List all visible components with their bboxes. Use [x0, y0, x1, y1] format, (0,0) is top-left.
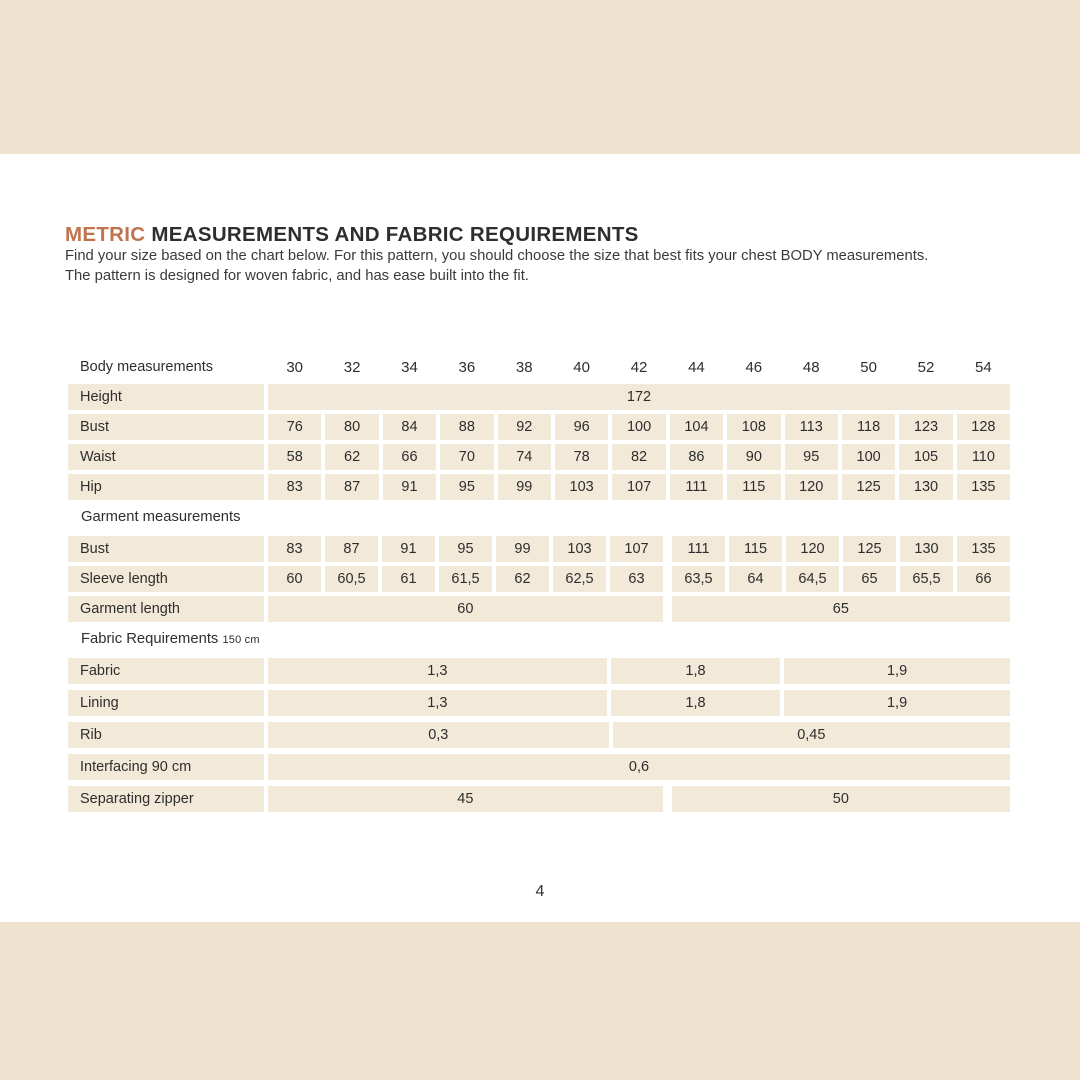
value-cell: 66 — [957, 566, 1010, 592]
page-number: 4 — [535, 883, 545, 900]
row-label: Interfacing 90 cm — [68, 754, 264, 780]
value-cell: 74 — [498, 444, 551, 470]
value-cell: 65,5 — [900, 566, 953, 592]
value-cell: 95 — [439, 536, 492, 562]
section-title-label: Garment measurements — [81, 509, 241, 525]
value-cell: 62 — [325, 444, 378, 470]
value-cell: 113 — [785, 414, 838, 440]
value-cell: 60 — [268, 566, 321, 592]
value-cell: 91 — [383, 474, 436, 500]
value-cell: 128 — [957, 414, 1010, 440]
value-cell: 1,8 — [611, 658, 780, 684]
table-row — [68, 754, 1010, 780]
value-cell: 125 — [842, 474, 895, 500]
table-row — [68, 384, 1010, 410]
intro-text — [65, 247, 1025, 286]
value-cell: 120 — [785, 474, 838, 500]
value-cell: 130 — [899, 474, 952, 500]
size-column-header: 36 — [458, 358, 476, 376]
value-cell: 84 — [383, 414, 436, 440]
value-cell: 60 — [268, 596, 663, 622]
top-band — [0, 0, 1080, 154]
value-cell: 110 — [957, 444, 1010, 470]
value-cell: 65 — [843, 566, 896, 592]
size-column-header: 44 — [688, 358, 705, 376]
page-title-highlight: METRIC — [65, 223, 146, 246]
value-cell: 111 — [672, 536, 725, 562]
table-row — [68, 690, 1010, 716]
value-cell: 78 — [555, 444, 608, 470]
value-cell: 103 — [555, 474, 608, 500]
value-cell: 0,3 — [268, 722, 609, 748]
value-cell: 45 — [268, 786, 663, 812]
value-cell: 83 — [268, 536, 321, 562]
value-cell: 63 — [610, 566, 663, 592]
row-label: Height — [68, 384, 264, 410]
size-table — [68, 354, 1010, 818]
value-cell: 120 — [786, 536, 839, 562]
value-cell: 82 — [612, 444, 665, 470]
row-label: Bust — [68, 414, 264, 440]
value-cell: 115 — [727, 474, 780, 500]
table-row — [68, 536, 1010, 562]
value-cell: 104 — [670, 414, 723, 440]
value-cell: 87 — [325, 474, 378, 500]
page-title — [65, 223, 639, 247]
section-title — [68, 626, 1010, 652]
value-cell: 103 — [553, 536, 606, 562]
size-column-header: 46 — [745, 358, 763, 376]
value-cell: 63,5 — [672, 566, 725, 592]
value-cell: 95 — [440, 474, 493, 500]
value-cell: 65 — [672, 596, 1010, 622]
value-cell: 64,5 — [786, 566, 839, 592]
value-cell: 50 — [672, 786, 1010, 812]
row-label: Bust — [68, 536, 264, 562]
value-cell: 95 — [785, 444, 838, 470]
section-title-suffix: 150 cm — [222, 634, 260, 646]
value-cell: 64 — [729, 566, 782, 592]
value-cell: 1,3 — [268, 658, 607, 684]
value-cell: 118 — [842, 414, 895, 440]
value-cell: 99 — [498, 474, 551, 500]
row-label: Separating zipper — [68, 786, 264, 812]
value-cell: 61,5 — [439, 566, 492, 592]
value-cell: 87 — [325, 536, 378, 562]
table-header-label: Body measurements — [80, 359, 213, 375]
value-cell: 99 — [496, 536, 549, 562]
value-cell: 135 — [957, 474, 1010, 500]
section-title-label: Fabric Requirements — [81, 631, 219, 647]
table-header-row — [68, 354, 1010, 380]
value-cell: 60,5 — [325, 566, 378, 592]
size-column-header: 30 — [286, 358, 304, 376]
value-cell: 62,5 — [553, 566, 606, 592]
size-column-header: 50 — [860, 358, 877, 376]
intro-line-2: The pattern is designed for woven fabric, and has ease built into the fit. — [65, 267, 529, 284]
value-cell: 92 — [498, 414, 551, 440]
value-cell: 86 — [670, 444, 723, 470]
value-cell: 107 — [610, 536, 663, 562]
value-cell: 111 — [670, 474, 723, 500]
value-cell: 91 — [382, 536, 435, 562]
value-cell: 1,3 — [268, 690, 607, 716]
size-column-header: 52 — [917, 358, 935, 376]
row-label: Rib — [68, 722, 264, 748]
size-column-header: 38 — [515, 358, 533, 376]
row-label: Sleeve length — [68, 566, 264, 592]
size-column-header: 40 — [573, 358, 590, 376]
table-row — [68, 414, 1010, 440]
value-cell: 100 — [842, 444, 895, 470]
value-cell: 105 — [899, 444, 952, 470]
size-column-header: 42 — [630, 358, 648, 376]
table-row — [68, 722, 1010, 748]
value-cell: 66 — [383, 444, 436, 470]
value-cell: 80 — [325, 414, 378, 440]
value-cell: 58 — [268, 444, 321, 470]
value-cell: 70 — [440, 444, 493, 470]
size-column-header: 34 — [401, 358, 418, 376]
value-cell: 83 — [268, 474, 321, 500]
bottom-band — [0, 922, 1080, 1080]
value-cell: 62 — [496, 566, 549, 592]
table-row — [68, 596, 1010, 622]
value-cell: 0,45 — [613, 722, 1010, 748]
table-row — [68, 566, 1010, 592]
page-title-rest: MEASUREMENTS AND FABRIC REQUIREMENTS — [145, 223, 639, 246]
value-cell: 107 — [612, 474, 665, 500]
size-column-header: 48 — [802, 358, 820, 376]
value-cell: 115 — [729, 536, 782, 562]
value-cell: 90 — [727, 444, 780, 470]
size-column-header: 54 — [975, 358, 992, 376]
value-cell: 130 — [900, 536, 953, 562]
size-column-header: 32 — [343, 358, 361, 376]
value-cell: 1,9 — [784, 658, 1010, 684]
row-label: Garment length — [68, 596, 264, 622]
value-cell: 125 — [843, 536, 896, 562]
value-cell: 108 — [727, 414, 780, 440]
row-label: Hip — [68, 474, 264, 500]
table-row — [68, 658, 1010, 684]
value-cell: 1,9 — [784, 690, 1010, 716]
value-cell: 88 — [440, 414, 493, 440]
row-label: Fabric — [68, 658, 264, 684]
table-row — [68, 444, 1010, 470]
value-cell: 61 — [382, 566, 435, 592]
value-cell: 100 — [612, 414, 665, 440]
value-cell: 123 — [899, 414, 952, 440]
row-label: Waist — [68, 444, 264, 470]
value-cell: 135 — [957, 536, 1010, 562]
table-row — [68, 474, 1010, 500]
value-cell: 96 — [555, 414, 608, 440]
intro-line-1: Find your size based on the chart below. For this pattern, you should choose the size that best fits your chest BODY measurements. — [65, 248, 929, 264]
value-cell: 76 — [268, 414, 321, 440]
value-cell: 172 — [268, 384, 1010, 410]
section-title — [68, 504, 1010, 530]
row-label: Lining — [68, 690, 264, 716]
table-row — [68, 786, 1010, 812]
value-cell: 0,6 — [268, 754, 1010, 780]
value-cell: 1,8 — [611, 690, 780, 716]
